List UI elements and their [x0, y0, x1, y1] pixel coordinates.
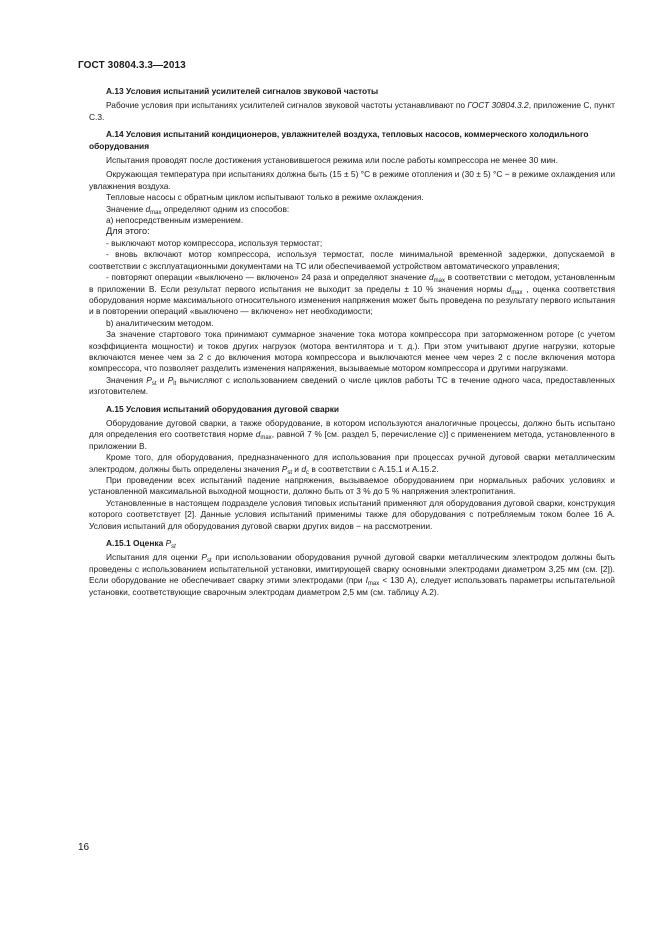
text-run: Оборудование дуговой сварки, а также оборудование, в котором используются аналогичные процессы, должно быть испытано для определения его соответствия норме	[89, 417, 615, 440]
subscript: lt	[173, 380, 177, 387]
document-body	[89, 86, 615, 598]
symbol: P	[281, 463, 288, 474]
paragraph: Испытания проводят после достижения установившегося режима или после работы компрессора не менее 30 мин.	[106, 155, 558, 166]
subscript: max	[150, 209, 162, 216]
paragraph	[89, 418, 615, 452]
list-item	[89, 272, 615, 318]
list-item: - вновь включают мотор компрессора, используя термостат, после минимальной временной задержки, допускаемой в соответствии с эксплуатационными документами на ТС или обеспечиваемой устройством автоматического управления;	[89, 249, 615, 271]
text-run: < 130 А), следует использовать параметры испытательной установки, соответствующие сварочным электродам диаметром 2,5 мм (см. таблицу А.2).	[89, 575, 615, 597]
paragraph: За значение стартового тока принимают суммарное значение тока мотора компрессора при заторможенном роторе (с учетом коэффициента мощности) и токов других нагрузок (мотора вентилятора и т. д.). При этом учитывают другие нагрузки, которые включаются менее чем за 2 с до включения мотора компрессора и выключаются менее чем через 2 с после включения мотора компрессора, что позволяет разделить изменения напряжения, вызываемые мотором компрессора и другими нагрузками.	[89, 329, 615, 374]
subscript: st	[287, 469, 292, 476]
paragraph: а) непосредственным измерением.	[106, 215, 244, 226]
section-heading-a151	[89, 538, 615, 549]
paragraph	[89, 204, 615, 215]
paragraph	[89, 552, 615, 598]
subscript: st	[206, 558, 212, 565]
text-run: - повторяют операции «выключено — включено» 24 раза и определяют значение	[106, 272, 429, 283]
text-run: А.15.1 Оценка	[106, 538, 166, 549]
text-run: Испытания для оценки	[106, 552, 202, 563]
text-run: в соответствии с методом, установленным в приложении В. Если результат первого испытания не выходит за пределы ± 10 % значения нормы	[89, 272, 615, 294]
subscript: max	[260, 435, 272, 442]
subscript: max	[367, 581, 380, 588]
text-run: при использовании оборудования ручной дуговой сварки металлическим электродом должны быть проведены с использованием испытательной установки, имитирующей сварку основными электродами диаметром 3,25 мм (см. [2]). Если оборудование не обеспечивает сварку этими электродами (при	[89, 552, 615, 586]
symbol: P	[165, 538, 172, 549]
symbol: d	[301, 463, 306, 474]
paragraph	[89, 100, 615, 123]
text-run: , приложение С, пункт С.3.	[89, 100, 616, 122]
subscript: st	[171, 544, 176, 551]
paragraph: Для этого:	[106, 226, 150, 237]
subscript: max	[433, 278, 445, 285]
section-heading-a13: А.13 Условия испытаний усилителей сигналов звуковой частоты	[106, 86, 379, 96]
paragraph: Окружающая температура при испытаниях должна быть (15 ± 5) °С в режиме отопления и (30 ± 5) °С − в режиме охлаждения или увлажнения воздуха.	[89, 169, 615, 191]
section-heading-a14: А.14 Условия испытаний кондиционеров, увлажнителей воздуха, тепловых насосов, коммерческого холодильного оборудования	[89, 129, 589, 151]
text-run: в соответствии с А.15.1 и А.15.2.	[309, 463, 439, 474]
symbol: P	[167, 374, 174, 385]
text-run: , оценка соответствия оборудования норме максимального относительного изменения напряжения может быть проведена по результату первого испытания и в повторении операций «выключено — включено» нет необходимости;	[89, 283, 615, 317]
page-number: 16	[78, 842, 90, 853]
paragraph: b) аналитическим методом.	[106, 317, 214, 328]
symbol: P	[201, 552, 207, 563]
symbol: I	[365, 575, 368, 586]
text-run: Рабочие условия при испытаниях усилителей сигналов звуковой частоты устанавливают по	[106, 100, 468, 111]
symbol: d	[506, 283, 512, 294]
text-run: Кроме того, для оборудования, предназначенного для использования при процессах ручной дуговой сварки металлическим электродом, должны быть определены значения	[89, 452, 615, 474]
text-run: Значение	[106, 203, 146, 214]
text-run: вычисляют с использованием сведений о числе циклов работы ТС в течение одного часа, предоставленных изготовителем.	[89, 374, 615, 397]
text-run: и	[291, 463, 302, 474]
symbol: d	[145, 203, 151, 214]
symbol: P	[146, 374, 152, 385]
paragraph: При проведении всех испытаний падение напряжения, вызываемое оборудованием при нормальных рабочих условиях и установленной максимальной выходной мощности, должно быть от 3 % до 5 % напряжения электропитания.	[89, 475, 615, 497]
text-run: , равной 7 % [см. раздел 5, перечисление с)] с применением метода, установленного в приложении В.	[89, 429, 615, 451]
paragraph	[89, 375, 615, 398]
symbol: d	[255, 429, 261, 440]
text-run: Значения	[106, 374, 147, 385]
paragraph	[89, 452, 615, 475]
document-header: ГОСТ 30804.3.3—2013	[78, 60, 186, 71]
subscript: c	[306, 469, 309, 476]
standard-reference: ГОСТ 30804.3.2	[467, 100, 529, 111]
paragraph: Установленные в настоящем подразделе условия типовых испытаний применяют для оборудования дуговой сварки, конструкция которого соответствует [2]. Данные условия испытаний применимы также для оборудования с потребляемым током более 16 А. Условия испытаний для оборудования дуговой сварки других видов − на рассмотрении.	[89, 497, 615, 531]
subscript: max	[511, 289, 523, 296]
paragraph: Тепловые насосы с обратным циклом испытывают только в режиме охлаждения.	[106, 192, 424, 203]
list-item: - выключают мотор компрессора, используя термостат;	[106, 237, 323, 248]
text-run: и	[156, 374, 168, 385]
text-run: определяют одним из способов:	[161, 203, 290, 214]
symbol: d	[428, 272, 434, 283]
section-heading-a15: А.15 Условия испытаний оборудования дуговой сварки	[106, 403, 340, 414]
subscript: st	[151, 380, 157, 387]
